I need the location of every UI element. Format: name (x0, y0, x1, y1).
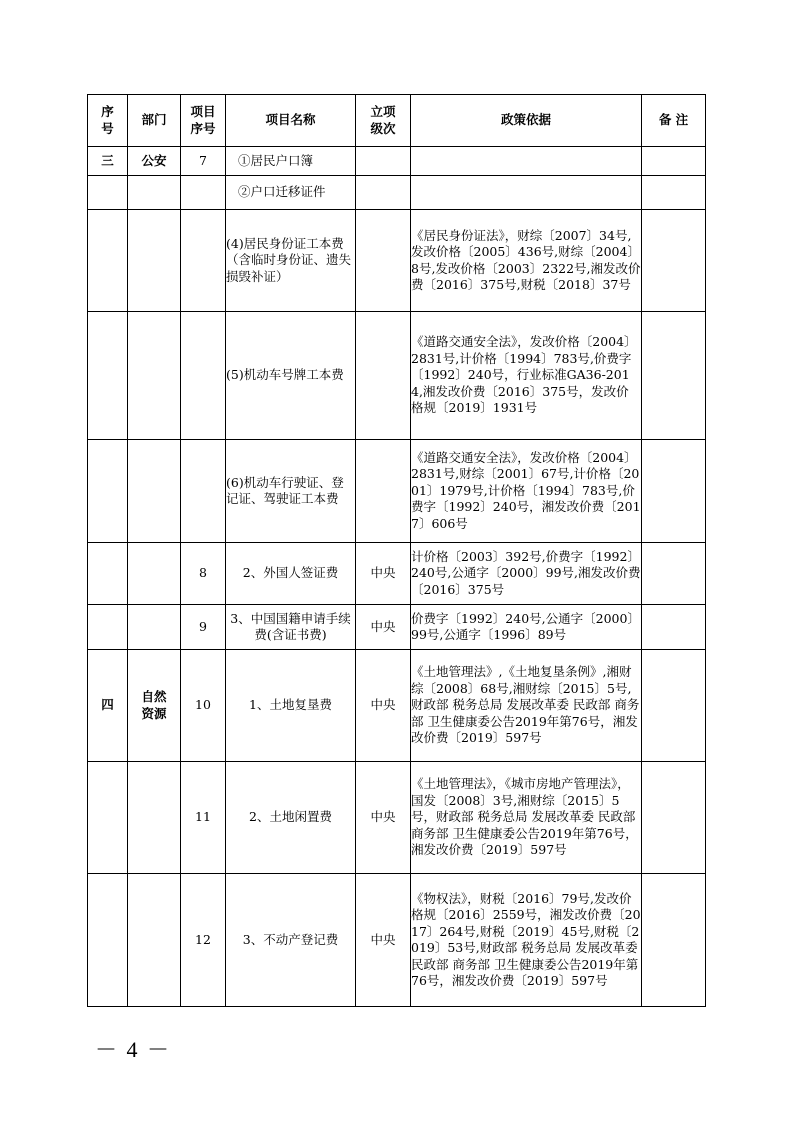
table-row (88, 650, 706, 762)
cell-item-name: (6)机动车行驶证、登记证、驾驶证工本费 (226, 440, 356, 543)
cell-remark (642, 312, 706, 440)
cell-dept: 自然资源 (128, 650, 181, 762)
cell-dept (128, 605, 181, 650)
cell-dept (128, 176, 181, 210)
cell-level: 中央 (356, 650, 411, 762)
cell-policy: 《土地管理法》，《城市房地产管理法》，国发〔2008〕3号,湘财综〔2015〕5号，财政部 税务总局 发展改革委 民政部 商务部 卫生健康委公告2019年第76号，湘发改价费〔2019〕597号 (411, 762, 642, 874)
cell-remark (642, 543, 706, 605)
cell-item-name: 3、中国国籍申请手续费(含证书费) (226, 605, 356, 650)
cell-dept (128, 874, 181, 1007)
cell-remark (642, 605, 706, 650)
page-number: － 4 － (95, 1037, 172, 1062)
cell-item-seq: 12 (181, 874, 226, 1007)
cell-item-seq: 8 (181, 543, 226, 605)
cell-policy: 价费字〔1992〕240号,公通字〔2000〕99号,公通字〔1996〕89号 (411, 605, 642, 650)
cell-item-name: (5)机动车号牌工本费 (226, 312, 356, 440)
fee-table (87, 94, 706, 1007)
table-row (88, 762, 706, 874)
table-header-row (88, 95, 706, 147)
cell-dept (128, 440, 181, 543)
cell-seq: 三 (88, 147, 128, 176)
table-row (88, 312, 706, 440)
cell-item-name: ②户口迁移证件 (226, 176, 356, 210)
cell-item-name: 3、不动产登记费 (226, 874, 356, 1007)
cell-seq (88, 605, 128, 650)
table-row (88, 210, 706, 312)
cell-item-seq (181, 312, 226, 440)
cell-dept (128, 210, 181, 312)
cell-seq (88, 762, 128, 874)
cell-remark (642, 210, 706, 312)
cell-policy (411, 176, 642, 210)
table-row (88, 176, 706, 210)
table-row (88, 440, 706, 543)
cell-remark (642, 176, 706, 210)
cell-policy: 《土地管理法》,《土地复垦条例》,湘财综〔2008〕68号,湘财综〔2015〕5号,财政部 税务总局 发展改革委 民政部 商务部 卫生健康委公告2019年第76号，湘发改价费〔2019〕597号 (411, 650, 642, 762)
cell-item-seq (181, 176, 226, 210)
cell-policy: 计价格〔2003〕392号,价费字〔1992〕240号,公通字〔2000〕99号,湘发改价费〔2016〕375号 (411, 543, 642, 605)
cell-item-name: ①居民户口簿 (226, 147, 356, 176)
cell-item-seq: 9 (181, 605, 226, 650)
header-item-seq: 项目 序号 (181, 95, 226, 147)
table-row (88, 605, 706, 650)
cell-dept (128, 312, 181, 440)
cell-dept (128, 762, 181, 874)
cell-remark (642, 440, 706, 543)
cell-item-name: 1、土地复垦费 (226, 650, 356, 762)
cell-seq (88, 440, 128, 543)
header-seq: 序 号 (88, 95, 128, 147)
cell-remark (642, 650, 706, 762)
cell-item-name: 2、外国人签证费 (226, 543, 356, 605)
cell-seq (88, 312, 128, 440)
cell-level (356, 312, 411, 440)
cell-dept (128, 543, 181, 605)
cell-policy: 《道路交通安全法》，发改价格〔2004〕2831号,财综〔2001〕67号,计价格〔2001〕1979号,计价格〔1994〕783号,价费字〔1992〕240号，湘发改价费〔2017〕606号 (411, 440, 642, 543)
header-level: 立项 级次 (356, 95, 411, 147)
cell-level (356, 176, 411, 210)
cell-policy: 《道路交通安全法》，发改价格〔2004〕2831号,计价格〔1994〕783号,价费字〔1992〕240号，行业标准GA36-2014,湘发改价费〔2016〕375号，发改价格规〔2019〕1931号 (411, 312, 642, 440)
cell-level (356, 210, 411, 312)
cell-remark (642, 874, 706, 1007)
cell-item-name: 2、土地闲置费 (226, 762, 356, 874)
cell-level: 中央 (356, 543, 411, 605)
header-dept: 部门 (128, 95, 181, 147)
cell-item-seq: 11 (181, 762, 226, 874)
cell-seq (88, 176, 128, 210)
cell-policy: 《物权法》，财税〔2016〕79号,发改价格规〔2016〕2559号，湘发改价费〔2017〕264号,财税〔2019〕45号,财税〔2019〕53号,财政部 税务总局 发展改革委 民政部 商务部 卫生健康委公告2019年第76号，湘发改价费〔2019〕597号 (411, 874, 642, 1007)
cell-item-seq (181, 210, 226, 312)
table-row (88, 147, 706, 176)
cell-item-name: (4)居民身份证工本费（含临时身份证、遗失损毁补证） (226, 210, 356, 312)
header-remark: 备 注 (642, 95, 706, 147)
cell-item-seq: 10 (181, 650, 226, 762)
cell-level (356, 440, 411, 543)
table-row (88, 874, 706, 1007)
cell-policy (411, 147, 642, 176)
cell-seq (88, 874, 128, 1007)
cell-level: 中央 (356, 874, 411, 1007)
cell-seq (88, 210, 128, 312)
table-row (88, 543, 706, 605)
cell-item-seq: 7 (181, 147, 226, 176)
header-item-name: 项目名称 (226, 95, 356, 147)
cell-seq: 四 (88, 650, 128, 762)
cell-level: 中央 (356, 762, 411, 874)
cell-remark (642, 762, 706, 874)
cell-policy: 《居民身份证法》，财综〔2007〕34号,发改价格〔2005〕436号,财综〔2004〕8号,发改价格〔2003〕2322号,湘发改价费〔2016〕375号,财税〔2018〕37号 (411, 210, 642, 312)
cell-dept: 公安 (128, 147, 181, 176)
cell-level: 中央 (356, 605, 411, 650)
header-policy: 政策依据 (411, 95, 642, 147)
cell-item-seq (181, 440, 226, 543)
cell-seq (88, 543, 128, 605)
cell-level (356, 147, 411, 176)
cell-remark (642, 147, 706, 176)
